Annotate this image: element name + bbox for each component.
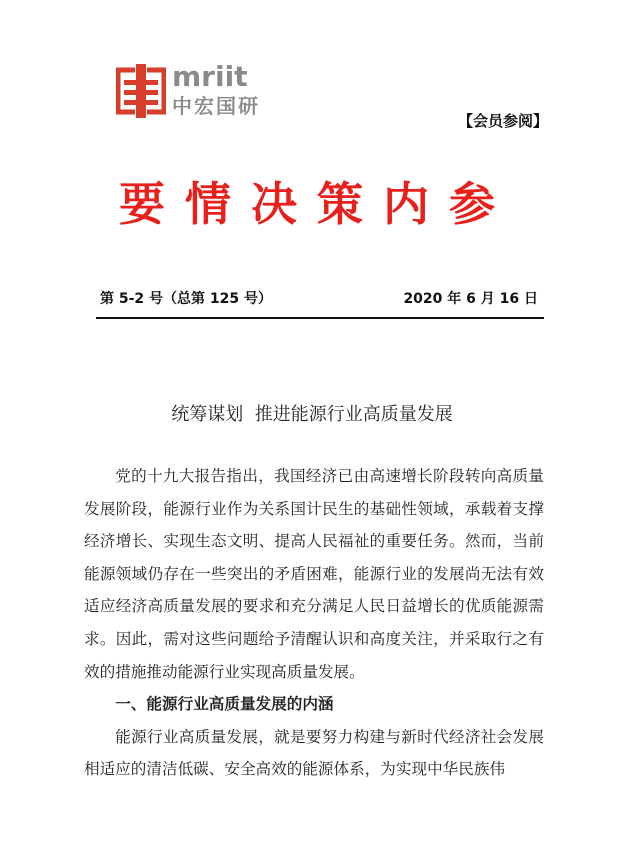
issue-info-row bbox=[96, 288, 544, 310]
document-title: 统筹谋划 推进能源行业高质量发展 bbox=[171, 404, 453, 425]
mriit-logo bbox=[116, 62, 261, 122]
logo-wordmark-cn: 中宏国研 bbox=[172, 94, 260, 118]
logo-wordmark-en: mriit bbox=[172, 60, 248, 93]
member-reference-tag: 【会员参阅】 bbox=[457, 112, 548, 130]
body-paragraph: 能源行业高质量发展，就是要努力构建与新时代经济社会发展相适应的清洁低碳、安全高效的能源体系，为实现中华民族伟 bbox=[84, 727, 544, 779]
header-divider bbox=[96, 317, 544, 319]
section-heading: 一、能源行业高质量发展的内涵 bbox=[115, 695, 334, 714]
masthead-title: 要情决策内参 bbox=[119, 177, 515, 231]
mriit-logo-mark-icon bbox=[116, 64, 166, 118]
issue-date: 2020 年 6 月 16 日 bbox=[403, 291, 538, 307]
issue-number: 第 5-2 号（总第 125 号） bbox=[100, 291, 273, 307]
body-paragraph: 党的十九大报告指出，我国经济已由高速增长阶段转向高质量发展阶段，能源行业作为关系国计民生的基础性领域，承载着支撑经济增长、实现生态文明、提高人民福祉的重要任务。然而，当前能源领域仍存在一些突出的矛盾困难，能源行业的发展尚无法有效适应经济高质量发展的要求和充分满足人民日益增长的优质能源需求。因此，需对这些问题给予清醒认识和高度关注，并采取行之有效的措施推动能源行业实现高质量发展。 bbox=[84, 467, 544, 681]
document-body bbox=[84, 460, 544, 786]
